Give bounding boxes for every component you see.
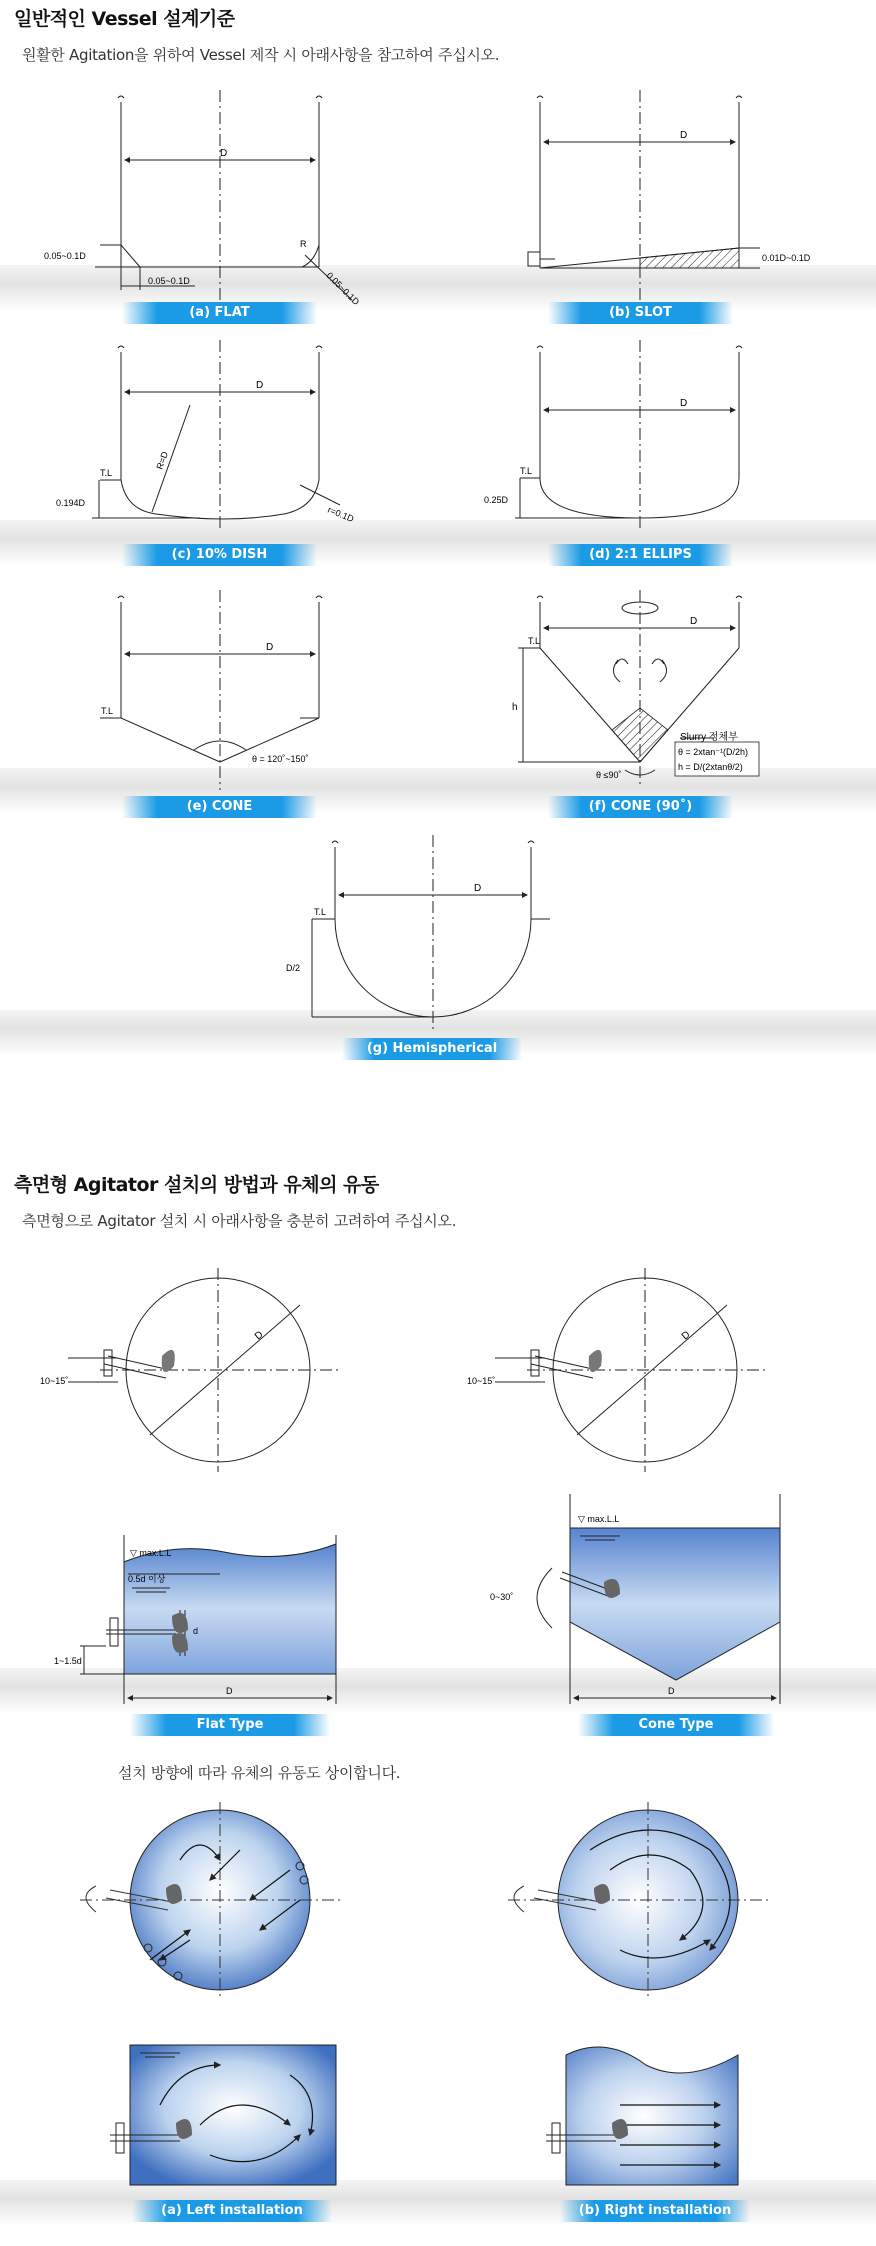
dish-label: (c) 10% DISH <box>122 544 317 566</box>
cone90-theta-label: θ ≤90˚ <box>596 770 622 780</box>
cone-angle-label: 0~30˚ <box>490 1592 514 1602</box>
hemi-d2-label: D/2 <box>286 963 301 973</box>
ellips-label: (d) 2:1 ELLIPS <box>548 544 733 566</box>
circle-d-right: D <box>679 1329 693 1343</box>
right-installation-label: (b) Right installation <box>560 2200 750 2222</box>
slot-vessel-diagram <box>0 90 876 330</box>
cone-type-label: Cone Type <box>578 1714 774 1736</box>
flat-max-ll: ▽ max.L.L <box>130 1548 172 1558</box>
flat-d-label: D <box>220 148 228 159</box>
ellips-height-label: 0.25D <box>484 495 509 505</box>
flat-type-label: Flat Type <box>130 1714 330 1736</box>
flat-rv-label: 0.05~0.1D <box>324 270 362 307</box>
ellips-d-label: D <box>680 398 688 409</box>
tank-types-diagram <box>0 1490 876 1730</box>
left-installation-label: (a) Left installation <box>132 2200 332 2222</box>
cone-label: (e) CONE <box>122 796 317 818</box>
flow-note: 설치 방향에 따라 유체의 유동도 상이합니다. <box>118 1764 401 1782</box>
cone-tl-label: T.L <box>101 706 114 716</box>
flat-width-label: 0.05~0.1D <box>148 276 190 286</box>
cone-tank-d: D <box>668 1686 675 1696</box>
section1-subtitle: 원활한 Agitation을 위하여 Vessel 제작 시 아래사항을 참고하여 주십시오. <box>22 46 500 64</box>
flow-circles-diagram <box>0 1790 876 2020</box>
flat-label: (a) FLAT <box>122 302 317 324</box>
circle-d-left: D <box>252 1329 266 1343</box>
dish-tl-label: T.L <box>100 468 113 478</box>
angle-left-label: 10~15˚ <box>40 1376 69 1386</box>
flat-r-label: R <box>300 239 307 249</box>
cone90-d-label: D <box>690 616 698 627</box>
flat-tank-d: D <box>226 1686 233 1696</box>
dish-r-label: r=0.1D <box>326 504 356 525</box>
cone90-h-label: h <box>512 702 518 713</box>
top-view-diagrams <box>0 1260 876 1490</box>
cone-theta-label: θ = 120˚~150˚ <box>252 754 309 764</box>
hemi-tl-label: T.L <box>314 907 327 917</box>
slot-height-label: 0.01D~0.1D <box>762 253 811 263</box>
cone-max-ll: ▽ max.L.L <box>578 1514 620 1524</box>
cone90-formula1: θ = 2xtan⁻¹(D/2h) <box>678 747 749 757</box>
ellips-tl-label: T.L <box>520 466 533 476</box>
section2-title: 측면형 Agitator 설치의 방법과 유체의 유동 <box>14 1174 379 1196</box>
cone90-tl-label: T.L <box>528 636 541 646</box>
slot-d-label: D <box>680 130 688 141</box>
hemi-d-label: D <box>474 883 482 894</box>
flat-half-d: 0.5d 이상 <box>128 1574 166 1584</box>
slot-label: (b) SLOT <box>548 302 733 324</box>
angle-right-label: 10~15˚ <box>467 1376 496 1386</box>
flow-tanks-diagram <box>0 2035 876 2205</box>
dish-d-label: D <box>256 380 264 391</box>
hemi-label: (g) Hemispherical <box>342 1038 522 1060</box>
dish-height-label: 0.194D <box>56 498 86 508</box>
flat-small-d: d <box>193 1626 199 1636</box>
cone90-slurry-label: Slurry 정체부 <box>680 732 738 743</box>
cone-d-label: D <box>266 642 274 653</box>
dish-rd-label: R=D <box>154 450 171 471</box>
section1-title: 일반적인 Vessel 설계기준 <box>14 8 235 30</box>
hemi-vessel-diagram <box>0 835 876 1035</box>
cone90-formula2: h = D/(2xtanθ/2) <box>678 762 743 772</box>
flat-height-label: 0.05~0.1D <box>44 251 86 261</box>
flat-h-range: 1~1.5d <box>54 1656 82 1666</box>
ellips-vessel-diagram <box>0 340 876 560</box>
section2-subtitle: 측면형으로 Agitator 설치 시 아래사항을 충분히 고려하여 주십시오. <box>22 1212 457 1230</box>
cone90-label: (f) CONE (90˚) <box>548 796 733 818</box>
cone90-vessel-diagram <box>0 590 876 810</box>
